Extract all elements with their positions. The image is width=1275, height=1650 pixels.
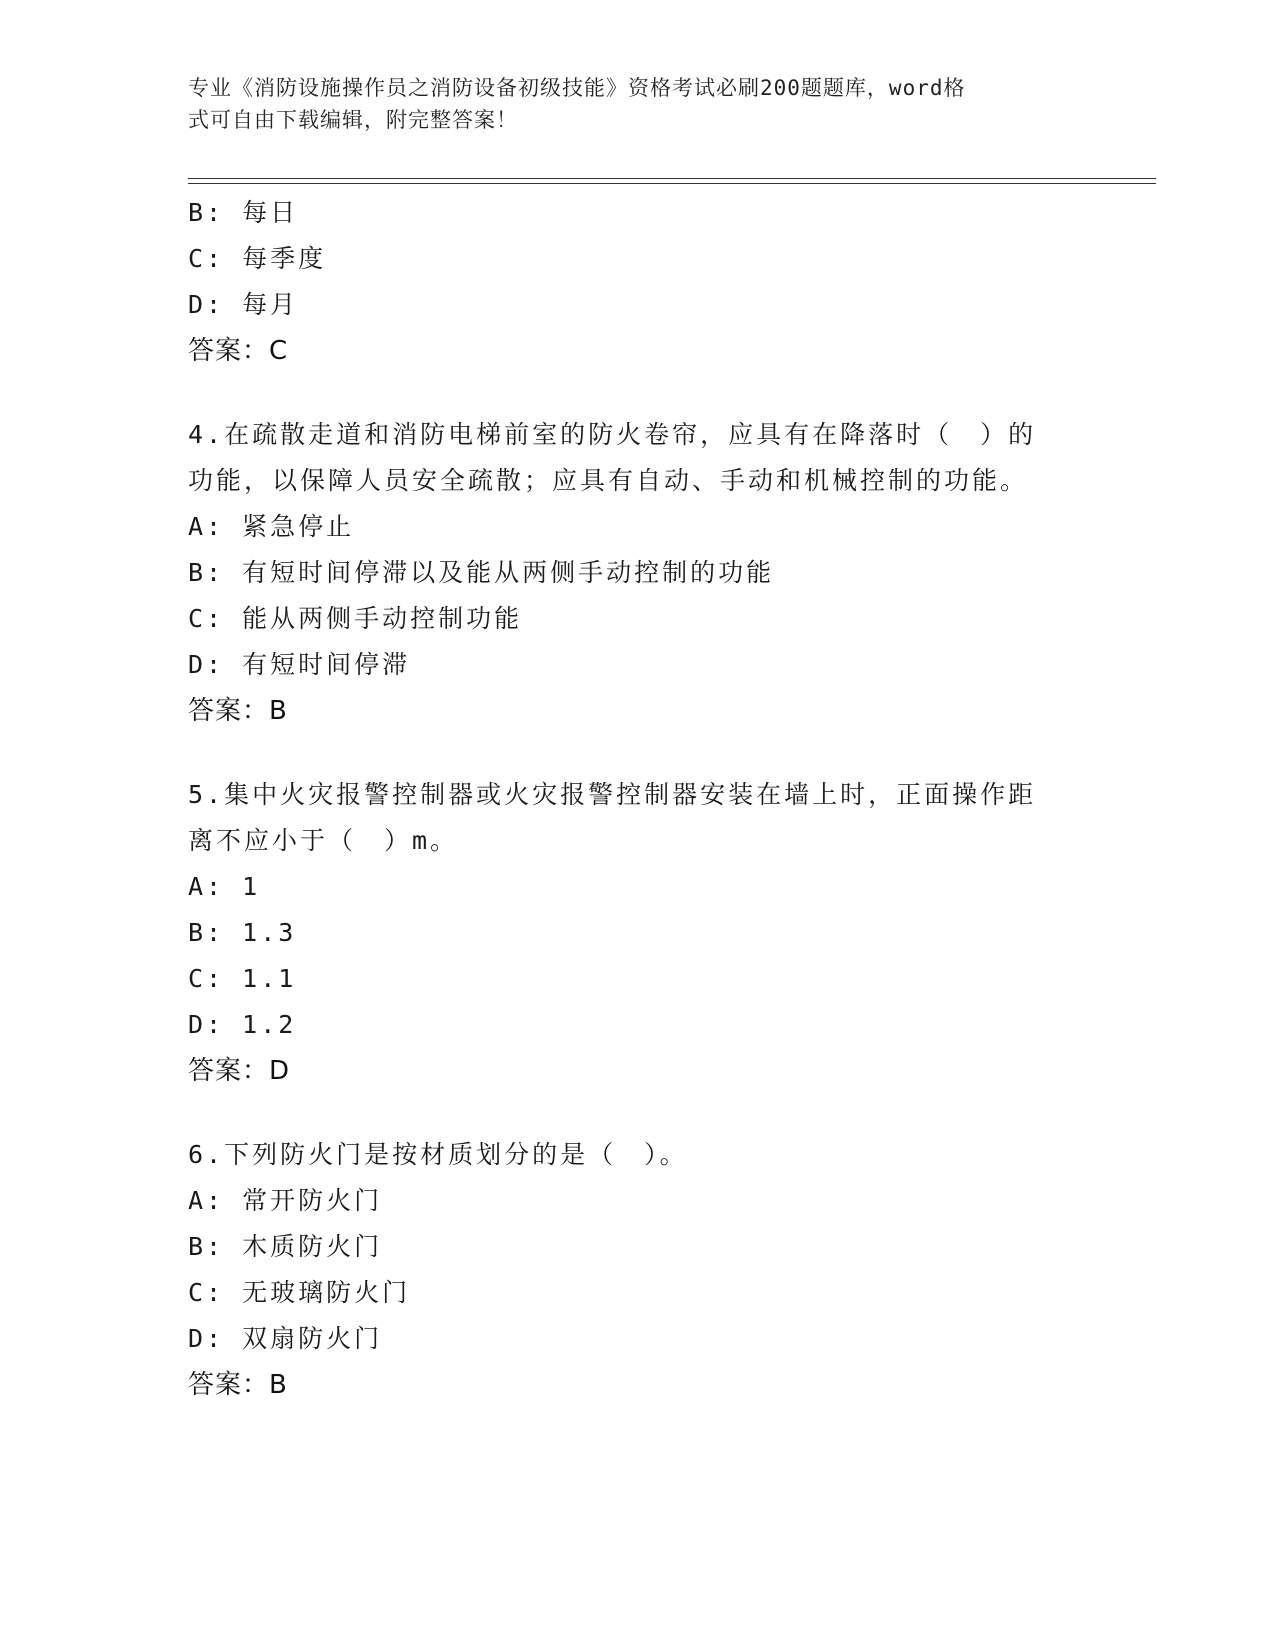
answer-line: 答案：C bbox=[188, 336, 289, 366]
option-c: C: 每季度 bbox=[188, 244, 327, 273]
option-d: D: 有短时间停滞 bbox=[188, 650, 411, 679]
question-stem-continued: 功能，以保障人员安全疏散；应具有自动、手动和机械控制的功能。 bbox=[188, 466, 1029, 495]
option-b: B: 1.3 bbox=[188, 918, 297, 947]
option-c: C: 能从两侧手动控制功能 bbox=[188, 604, 523, 633]
question-6 bbox=[188, 1132, 1088, 1408]
header-divider-bottom bbox=[188, 183, 1156, 184]
option-a: A: 紧急停止 bbox=[188, 512, 355, 541]
option-a: A: 常开防火门 bbox=[188, 1186, 383, 1215]
option-d: D: 每月 bbox=[188, 290, 299, 319]
answer-line: 答案：B bbox=[188, 1370, 288, 1400]
question-stem: 5.集中火灾报警控制器或火灾报警控制器安装在墙上时，正面操作距 bbox=[188, 780, 1037, 809]
header-line-1: 专业《消防设施操作员之消防设备初级技能》资格考试必刷200题题库，word格 bbox=[188, 76, 966, 100]
header-line-2: 式可自由下载编辑，附完整答案！ bbox=[188, 108, 518, 132]
option-b: B: 木质防火门 bbox=[188, 1232, 383, 1261]
option-c: C: 无玻璃防火门 bbox=[188, 1278, 411, 1307]
question-3-continued bbox=[188, 190, 1088, 374]
question-5 bbox=[188, 772, 1088, 1094]
question-4 bbox=[188, 412, 1088, 734]
question-list bbox=[188, 190, 1088, 1408]
answer-line: 答案：B bbox=[188, 696, 288, 726]
question-stem: 6.下列防火门是按材质划分的是（ ）。 bbox=[188, 1140, 688, 1169]
option-c: C: 1.1 bbox=[188, 964, 297, 993]
option-b: B: 每日 bbox=[188, 198, 299, 227]
question-stem: 4.在疏散走道和消防电梯前室的防火卷帘，应具有在降落时（ ）的 bbox=[188, 420, 1037, 449]
document-header bbox=[188, 72, 1068, 136]
option-a: A: 1 bbox=[188, 872, 261, 901]
option-b: B: 有短时间停滞以及能从两侧手动控制的功能 bbox=[188, 558, 775, 587]
option-d: D: 1.2 bbox=[188, 1010, 297, 1039]
answer-line: 答案：D bbox=[188, 1056, 291, 1086]
question-stem-continued: 离不应小于（ ）m。 bbox=[188, 826, 459, 855]
option-d: D: 双扇防火门 bbox=[188, 1324, 383, 1353]
header-divider-top bbox=[188, 178, 1156, 179]
